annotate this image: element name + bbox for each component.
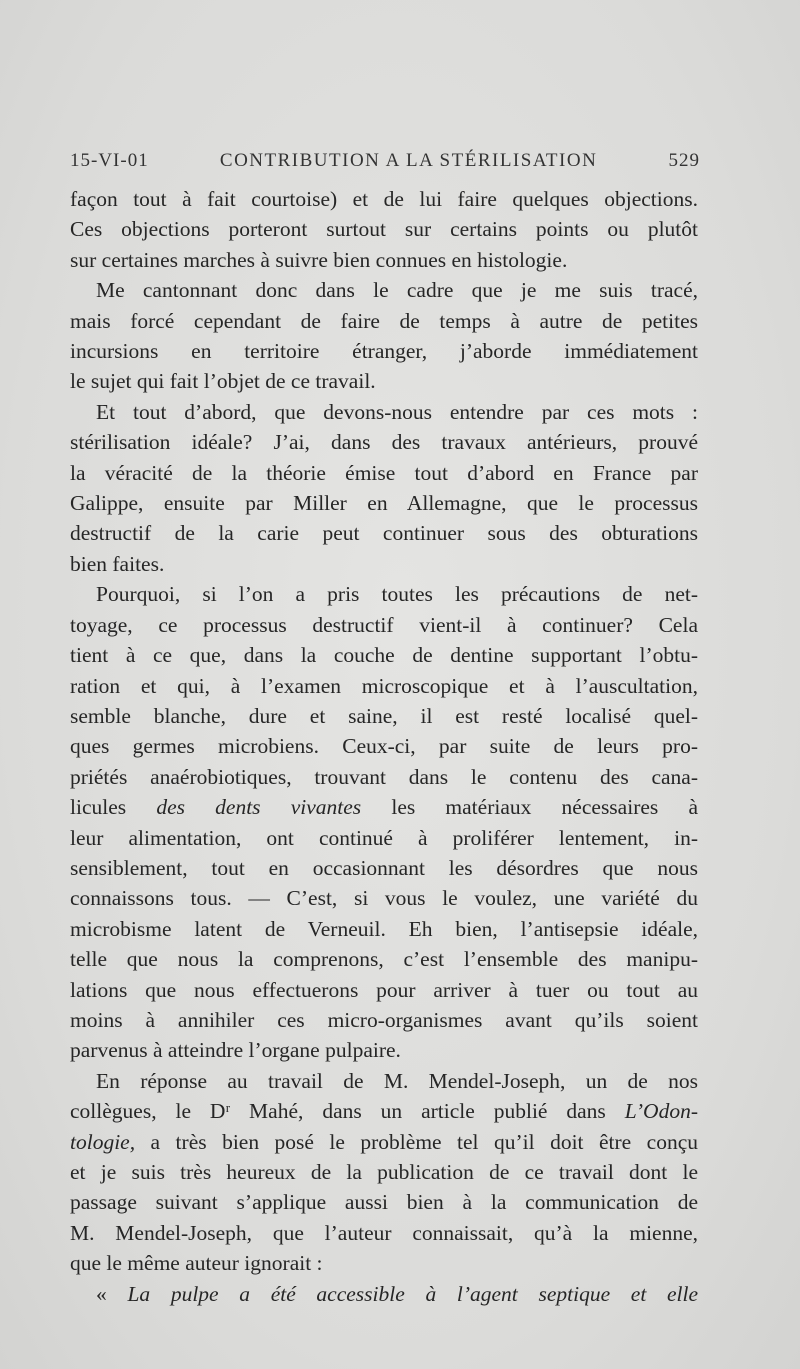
header-date: 15-VI-01 [70,150,149,171]
text-line [70,1248,698,1278]
text-line [70,1218,698,1248]
text-line [70,1035,698,1065]
italic-text: L’Odon- [624,1099,698,1124]
header-title: CONTRIBUTION A LA STÉRILISATION [219,150,598,171]
line-text: la véracité de la théorie émise tout d’abord en France par [70,460,698,485]
text-line [70,853,698,883]
text-line [70,306,698,336]
text-line [70,640,698,670]
line-text: stérilisation idéale? J’ai, dans des travaux antérieurs, prouvé [70,430,698,455]
line-text: leur alimentation, ont continué à proliférer lentement, in- [70,825,698,850]
text-line [70,336,698,366]
text-line [70,184,698,214]
line-text: connaissons tous. — C’est, si vous le voulez, une variété du [70,886,698,911]
text-line [70,579,698,609]
italic-text: des dents vivantes [156,795,362,820]
line-text: mais forcé cependant de faire de temps à autre de petites [70,308,698,333]
running-header [70,150,700,172]
text-line [70,458,698,488]
text-line [70,944,698,974]
line-text: tient à ce que, dans la couche de dentine supportant l’obtu- [70,643,698,668]
line-text: et je suis très heureux de la publication de ce travail dont le [70,1160,698,1184]
line-text: Me cantonnant donc dans le cadre que je me suis tracé, [96,278,698,303]
line-text: Pourquoi, si l’on a pris toutes les précautions de net- [96,582,698,607]
line-text: priétés anaérobiotiques, trouvant dans le contenu des cana- [70,764,698,789]
text-line [70,1279,698,1309]
page-number: 529 [668,150,700,171]
text-line [70,245,698,275]
line-text: En réponse au travail de M. Mendel-Joseph, un de nos [96,1068,698,1093]
text-line [70,488,698,518]
text-line [70,366,698,396]
italic-text: La pulpe a été accessible à l’agent septique et elle [127,1281,698,1306]
text-line [70,975,698,1005]
line-text: destructif de la carie peut continuer sous des obturations [70,521,698,546]
line-text: Galippe, ensuite par Miller en Allemagne, que le processus [70,491,698,516]
text-line [70,1157,698,1187]
text-line [70,549,698,579]
text-line [70,610,698,640]
line-text: a très bien posé le problème tel qu’il doit être conçu [135,1129,698,1154]
body-text [70,184,698,1309]
line-text: Ces objections porteront surtout sur certains points ou plutôt [70,217,698,242]
line-text: telle que nous la comprenons, c’est l’ensemble des manipu- [70,947,698,972]
text-line [70,1066,698,1096]
line-text: passage suivant s’applique aussi bien à la communication de [70,1190,698,1215]
text-line [70,762,698,792]
line-text: parvenus à atteindre l’organe pulpaire. [70,1038,401,1063]
text-line [70,397,698,427]
line-text: le sujet qui fait l’objet de ce travail. [70,369,376,394]
line-text: incursions en territoire étranger, j’aborde immédiatement [70,339,698,364]
text-line [70,914,698,944]
text-line [70,1096,698,1126]
text-line [70,671,698,701]
line-text: « [96,1281,128,1306]
line-text: ration et qui, à l’examen microscopique et à l’auscultation, [70,673,698,698]
text-line [70,792,698,822]
line-text: microbisme latent de Verneuil. Eh bien, l’antisepsie idéale, [70,916,698,941]
line-text: Et tout d’abord, que devons-nous entendre par ces mots : [96,399,698,424]
text-line [70,823,698,853]
text-line [70,427,698,457]
text-line [70,518,698,548]
line-text: façon tout à fait courtoise) et de lui faire quelques objections. [70,187,698,211]
line-text: semble blanche, dure et saine, il est resté localisé quel- [70,703,698,728]
line-text: M. Mendel-Joseph, que l’auteur connaissait, qu’à la mienne, [70,1220,698,1245]
line-text: que le même auteur ignorait : [70,1251,323,1276]
text-line [70,883,698,913]
line-text: moins à annihiler ces micro-organismes avant qu’ils soient [70,1007,698,1032]
line-text: bien faites. [70,551,165,576]
text-line [70,214,698,244]
line-text: les matériaux nécessaires à [361,795,698,820]
text-line [70,701,698,731]
line-text: collègues, le Dʳ Mahé, dans un article publié dans [70,1099,625,1124]
text-line [70,1127,698,1157]
line-text: sensiblement, tout en occasionnant les désordres que nous [70,855,698,880]
line-text: lations que nous effectuerons pour arriver à tuer ou tout au [70,977,698,1002]
text-line [70,1187,698,1217]
line-text: toyage, ce processus destructif vient-il à continuer? Cela [70,612,698,637]
text-line [70,731,698,761]
line-text: licules [70,795,157,820]
line-text: ques germes microbiens. Ceux-ci, par suite de leurs pro- [70,734,698,759]
line-text: sur certaines marches à suivre bien connues en histologie. [70,247,568,272]
text-line [70,275,698,305]
italic-text: tologie, [70,1129,136,1154]
text-line [70,1005,698,1035]
